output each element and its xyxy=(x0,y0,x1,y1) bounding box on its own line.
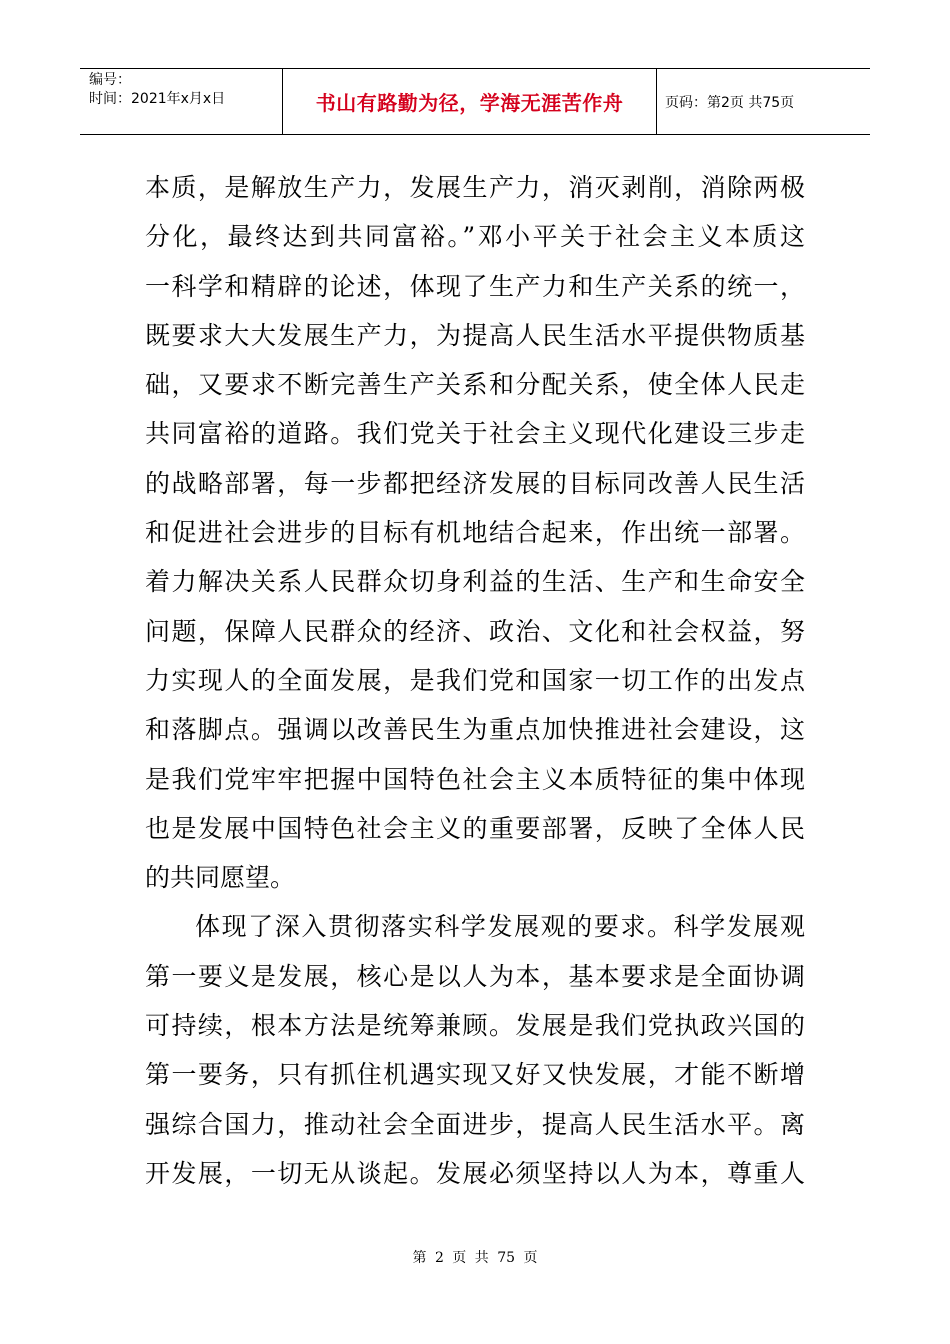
text-line: 力实现人的全面发展，是我们党和国家一切工作的出发点 xyxy=(145,665,805,695)
header-motto: 书山有路勤为径，学海无涯苦作舟 xyxy=(283,69,657,134)
text-line: 第一要义是发展，核心是以人为本，基本要求是全面协调 xyxy=(145,961,805,991)
text-line: 一科学和精辟的论述，体现了生产力和生产关系的统一， xyxy=(145,271,805,301)
text-line: 既要求大大发展生产力，为提高人民生活水平提供物质基 xyxy=(145,320,805,350)
text-line: 着力解决关系人民群众切身利益的生活、生产和生命安全 xyxy=(145,567,805,597)
text-line: 共同富裕的道路。我们党关于社会主义现代化建设三步走 xyxy=(145,419,805,449)
text-line: 分化，最终达到共同富裕。”邓小平关于社会主义本质这 xyxy=(145,222,805,252)
header-meta xyxy=(80,69,283,134)
document-number-label: 编号： xyxy=(89,72,131,88)
text-line: 和促进社会进步的目标有机地结合起来，作出统一部署。 xyxy=(145,518,805,548)
text-line: 的战略部署，每一步都把经济发展的目标同改善人民生活 xyxy=(145,468,805,498)
text-line: 问题，保障人民群众的经济、政治、文化和社会权益，努 xyxy=(145,616,805,646)
text-line: 体现了深入贯彻落实科学发展观的要求。科学发展观 xyxy=(195,912,805,942)
page-header xyxy=(80,68,870,135)
text-line: 可持续，根本方法是统筹兼顾。发展是我们党执政兴国的 xyxy=(145,1011,805,1041)
document-body xyxy=(145,163,805,1198)
document-date: 时间：2021年x月x日 xyxy=(89,91,226,107)
header-page-info: 页码：第2页 共75页 xyxy=(665,94,795,111)
text-line: 强综合国力，推动社会全面进步，提高人民生活水平。离 xyxy=(145,1109,805,1139)
text-line: 是我们党牢牢把握中国特色社会主义本质特征的集中体现 xyxy=(145,764,805,794)
text-line: 和落脚点。强调以改善民生为重点加快推进社会建设，这 xyxy=(145,715,805,745)
text-line: 础，又要求不断完善生产关系和分配关系，使全体人民走 xyxy=(145,370,805,400)
text-line: 开发展，一切无从谈起。发展必须坚持以人为本，尊重人 xyxy=(145,1158,805,1188)
page-footer: 第 2 页 共 75 页 xyxy=(412,1250,538,1266)
text-line: 本质，是解放生产力，发展生产力，消灭剥削，消除两极 xyxy=(145,173,805,202)
text-line: 第一要务，只有抓住机遇实现又好又快发展，才能不断增 xyxy=(145,1060,805,1090)
text-line: 的共同愿望。 xyxy=(145,863,296,893)
text-line: 也是发展中国特色社会主义的重要部署，反映了全体人民 xyxy=(145,813,805,843)
